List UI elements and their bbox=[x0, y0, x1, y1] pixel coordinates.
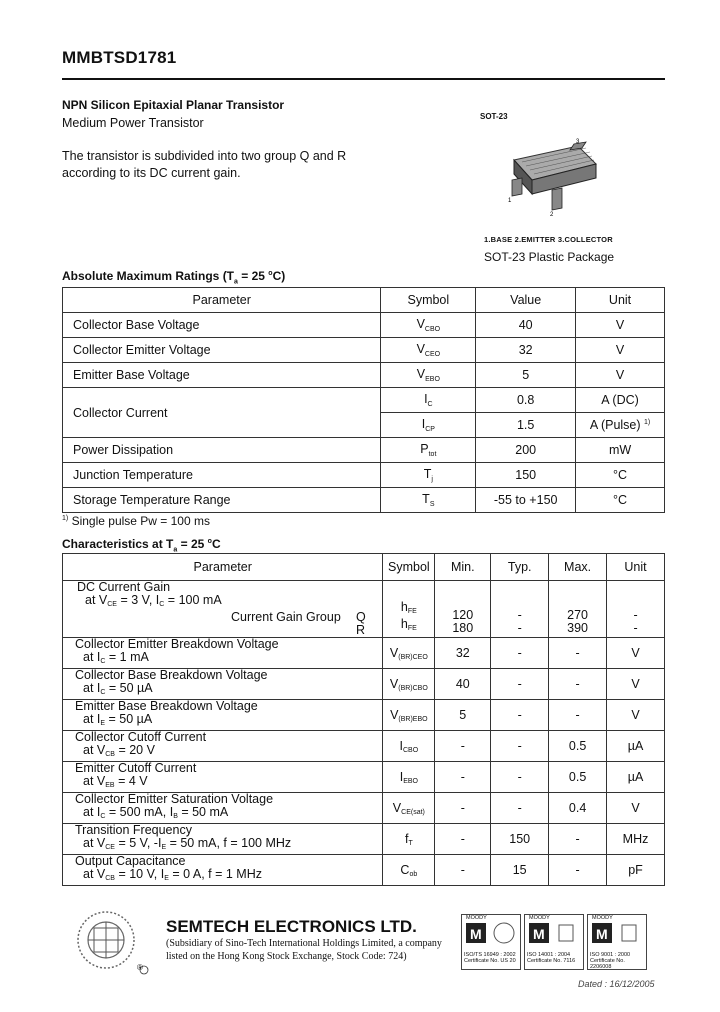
sot23-package-icon bbox=[500, 138, 610, 220]
col-symbol: Symbol bbox=[381, 288, 476, 313]
cert-badge: MOODY M ISO/TS 16949 : 2002 Certificate No. US 20 bbox=[461, 914, 521, 970]
table-row: Collector Emitter Breakdown Voltage at $I_C = 1$ mA $V_{(BR)CEO}$ 32 - - V bbox=[63, 638, 665, 669]
pin-1-label: 1 bbox=[508, 198, 512, 204]
device-subtitle: NPN Silicon Epitaxial Planar Transistor bbox=[62, 98, 285, 112]
package-caption: SOT-23 Plastic Package bbox=[484, 250, 615, 264]
moody-logo-icon bbox=[588, 921, 644, 947]
package-label: SOT-23 bbox=[480, 112, 508, 121]
pin-legend: 1.BASE 2.EMITTER 3.COLLECTOR bbox=[484, 235, 613, 244]
table-row: $I_{CP}$ 1.5 A (Pulse) $^{1)}$ bbox=[63, 413, 665, 438]
svg-text:M: M bbox=[533, 926, 545, 942]
col-unit: Unit bbox=[576, 288, 665, 313]
dated-label: Dated : 16/12/2005 bbox=[578, 979, 655, 989]
page-title: MMBTSD1781 bbox=[62, 48, 177, 67]
device-description: The transistor is subdivided into two group Q and R according to its DC current gain. bbox=[62, 149, 347, 180]
table-row: Output Capacitance at $V_{CB} = 10$ V, $I_E = 0$ A, f = 1 MHz $C_{ob}$ - 15 - pF bbox=[63, 855, 665, 886]
abs-max-title: Absolute Maximum Ratings ($T_a = 25$ $^o$C) bbox=[62, 269, 286, 286]
table-row: Collector Cutoff Current at $V_{CB} = 20$ V $I_{CBO}$ - - 0.5 µA bbox=[63, 731, 665, 762]
svg-text:M: M bbox=[596, 926, 608, 942]
chars-title: Characteristics at $T_a = 25$ $^o$C bbox=[62, 537, 221, 554]
cert-badge: MOODY M ISO 14001 : 2004 Certificate No. 7116 bbox=[524, 914, 584, 970]
table-row: Collector Emitter Voltage $V_{CEO}$ 32 V bbox=[63, 338, 665, 363]
col-value: Value bbox=[476, 288, 576, 313]
device-subtitle-2: Medium Power Transistor bbox=[62, 116, 204, 130]
registered-mark: ® bbox=[137, 963, 143, 972]
table-row: Collector Emitter Saturation Voltage at $I_C = 500$ mA, $I_B = 50$ mA $V_{CE(sat)}$ - - 0.4 V bbox=[63, 793, 665, 824]
table-row: Emitter Cutoff Current at $V_{EB} = 4$ V $I_{EBO}$ - - 0.5 µA bbox=[63, 762, 665, 793]
pin-2-label: 2 bbox=[550, 212, 554, 218]
table-header-row bbox=[63, 288, 665, 313]
title-rule bbox=[62, 78, 665, 80]
company-name: SEMTECH ELECTRONICS LTD. bbox=[166, 917, 417, 936]
table-row: Power Dissipation $P_{tot}$ 200 mW bbox=[63, 438, 665, 463]
moody-logo-icon bbox=[525, 921, 581, 947]
cert-badge: MOODY M ISO 9001 : 2000 Certificate No. 2206008 bbox=[587, 914, 647, 970]
table-row: Transition Frequency at $V_{CE} = 5$ V, $-I_E = 50$ mA, f = 100 MHz $f_T$ - 150 - MHz bbox=[63, 824, 665, 855]
pin-3-label: 3 bbox=[576, 139, 580, 145]
svg-text:M: M bbox=[470, 926, 482, 942]
table-row: Junction Temperature $T_j$ 150 °C bbox=[63, 463, 665, 488]
col-parameter: Parameter bbox=[63, 288, 381, 313]
table-row: Emitter Base Voltage $V_{EBO}$ 5 V bbox=[63, 363, 665, 388]
table-row: Collector Base Breakdown Voltage at $I_C = 50$ µA $V_{(BR)CBO}$ 40 - - V bbox=[63, 669, 665, 700]
table-row: Emitter Base Breakdown Voltage at $I_E = 50$ µA $V_{(BR)EBO}$ 5 - - V bbox=[63, 700, 665, 731]
moody-logo-icon bbox=[462, 921, 518, 947]
characteristics-table bbox=[62, 553, 665, 886]
footnote: $^{1)}$ Single pulse Pw = 100 ms bbox=[62, 514, 210, 528]
table-row: DC Current Gain at $V_{CE} = 3$ V, $I_C = 100$ mA Current Gain Group Q R $h_{FE}$ $h_{FE}$ 120 180 - - 270 390 - - bbox=[63, 581, 665, 638]
table-header-row: Parameter Symbol Min. Typ. Max. Unit bbox=[63, 554, 665, 581]
company-subsidiary: (Subsidiary of Sino-Tech International Holdings Limited, a company listed on the Hong Kong Stock Exchange, Stock Code: 724) bbox=[166, 938, 442, 962]
table-row: Storage Temperature Range $T_S$ -55 to +150 °C bbox=[63, 488, 665, 513]
table-row: Collector Base Voltage $V_{CBO}$ 40 V bbox=[63, 313, 665, 338]
table-row: Collector Current $I_C$ 0.8 A (DC) bbox=[63, 388, 665, 413]
abs-max-table bbox=[62, 287, 665, 513]
